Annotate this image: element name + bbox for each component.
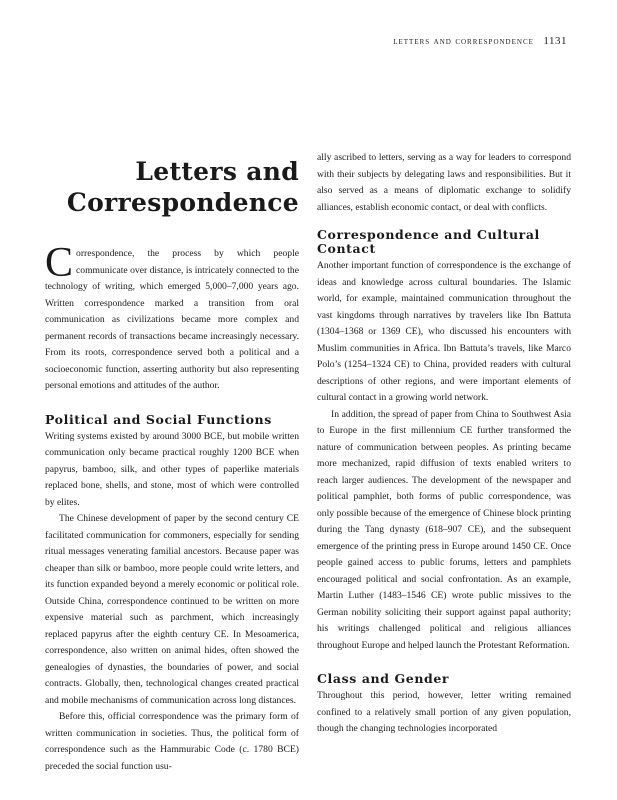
paragraph: The Chinese development of paper by the second century CE facilitated communication for commoners, especially for sending ritual messages venerating familial ancestors. Because paper was cheaper than silk or bamboo, more people could write letters, and its function expanded beyond a merely economic or political role. Outside China, correspondence continued to be written on more expensive material such as parchment, which increasingly replaced papyrus after the eighth century CE. In Mesoamerica, correspondence, also written on animal hides, often showed the genealogies of dynasties, the boundaries of power, and social contracts. Globally, then, technological changes created practical and mobile mechanisms of communication across long distances. bbox=[45, 513, 299, 706]
section-heading-class-gender: Class and Gender bbox=[317, 671, 450, 686]
paragraph: Before this, official correspondence was the primary form of written communication in societies. Thus, the political form of correspondence such as the Hammurabic Code (c. 1780 BCE) preceded the social function usu- bbox=[45, 711, 299, 772]
drop-cap: C bbox=[45, 240, 74, 286]
continuation-paragraph: ally ascribed to letters, serving as a way for leaders to correspond with their subjects by delegating laws and responsibilities. But it also served as a means of diplomatic exchange to solidify alliances, establish economic contact, or deal with conflicts. bbox=[317, 152, 571, 213]
title-line-1: Letters and bbox=[135, 157, 299, 186]
section-heading-cultural-contact: Correspondence and Cultural Contact bbox=[317, 227, 540, 256]
paragraph: Another important function of correspondence is the exchange of ideas and knowledge across cultural boundaries. The Islamic world, for example, maintained communication throughout the vast kingdoms through narratives by travelers like Ibn Battuta (1304–1368 or 1369 CE), who discussed his encounters with Muslim communities in Africa. Ibn Battuta’s travels, like Marco Polo’s (1254–1324 CE) to China, provided readers with cultural descriptions of other regions, and were important elements of cultural contact in a growing world network. bbox=[317, 260, 571, 403]
running-head bbox=[393, 35, 567, 47]
intro-paragraph bbox=[45, 240, 299, 395]
section-heading-political: Political and Social Functions bbox=[45, 411, 272, 427]
paragraph: Writing systems existed by around 3000 BCE, but mobile written communication only became practical roughly 1200 BCE when papyrus, bamboo, silk, and other types of paperlike materials replaced bone, shells, and stone, most of which were controlled by elites. bbox=[45, 430, 299, 508]
intro-text: orrespondence, the process by which people communicate over distance, is intricately connected to the technology of writing, which emerged 5,000–7,000 years ago. Written correspondence marked a transition from oral communication as civilizations became more complex and permanent records of transactions became increasingly necessary. From its roots, correspondence served both a political and a socioeconomic function, asserting authority but also representing personal emotions and attitudes of the author. bbox=[45, 248, 299, 391]
right-column bbox=[317, 150, 571, 738]
left-column bbox=[45, 150, 299, 775]
page-number: 1131 bbox=[543, 35, 567, 47]
article-title bbox=[45, 156, 299, 218]
paragraph: In addition, the spread of paper from China to Southwest Asia to Europe in the first millennium CE further transformed the nature of communication between peoples. As printing became more mechanized, rapid diffusion of texts enabled writers to reach larger audiences. The development of the newspaper and political pamphlet, both forms of public correspondence, was only possible because of the emergence of Chinese block printing during the Tang dynasty (618–907 CE), and the subsequent emergence of the printing press in Europe around 1450 CE. Once people gained access to public forums, letters and pamphlets encouraged political and social confrontation. As an example, Martin Luther (1483–1546 CE) wrote public missives to the German nobility soliciting their support against papal authority; his writings challenged political and religious alliances throughout Europe and helped launch the Protestant Reformation. bbox=[317, 408, 571, 651]
paragraph: Throughout this period, however, letter writing remained confined to a relatively small portion of any given population, though the changing technologies incorporated bbox=[317, 690, 571, 734]
running-title: letters and correspondence bbox=[393, 36, 534, 47]
title-line-2: Correspondence bbox=[66, 188, 299, 217]
